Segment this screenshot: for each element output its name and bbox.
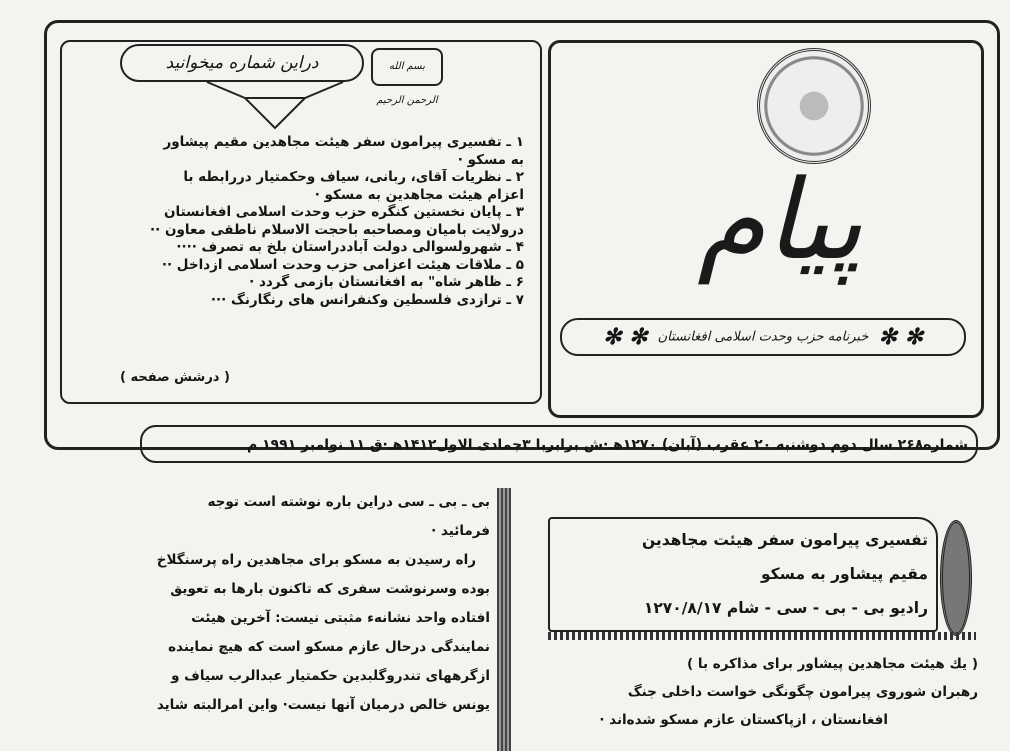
issue-date-line: شماره۲۶۸ سال دوم دوشنبه ۲۰ عقرب (آبان) ۱۲۷۰هـ·ش برابربا ۳جمادی الاول۱۴۱۲هـ·ق ۱۱ نوامبر ۱۹۹۱ م [140,425,978,463]
body-line: یونس خالص درمیان آنها نیست· واین امرالبته شاید [156,697,490,713]
headline-line: مقیم پیشاور به مسکو [760,565,928,583]
contents-item: ۲ ـ نظریات آقای، ربانی، سیاف وحکمتیار دررابطه با [183,169,524,185]
contents-item: ۱ ـ تفسیری پیرامون سفر هیئت مجاهدین مقیم پیشاور [163,134,524,150]
article-body [70,488,490,720]
contents-item: ۶ ـ ظاهر شاه" به افغانستان بازمی گردد · [249,274,524,290]
masthead-subtitle-bar [560,318,966,356]
contents-item: ۳ ـ پایان نخستین کنگره حزب وحدت اسلامی افغانستان [164,204,524,220]
body-line: ازگرههای تندروگلبدین حکمتیار عبدالرب سیاف و [171,668,490,684]
down-arrow-icon [205,80,345,132]
contents-more: ( درشش صفحه ) [120,370,230,385]
contents-item: ۴ ـ شهرولسوالی دولت آباددراستان بلخ به تصرف ···· [176,239,524,255]
headline-ornament [940,520,972,636]
column-divider [497,488,511,751]
lead-line: رهبران شوروی پیرامون چگونگی خواست داخلی جنگ [627,684,978,700]
contents-list [72,134,524,309]
star-icon: ✻ ✻ [878,324,924,350]
body-line: بی ـ بی ـ سی دراین باره نوشته است توجه [207,494,490,510]
contents-item: به مسکو · [457,151,524,168]
headline-line: تفسیری پیرامون سفر هیئت مجاهدین [641,531,928,549]
masthead-subtitle: خبرنامه حزب وحدت اسلامی افغانستان [657,329,869,345]
bismillah: بسم الله الرحمن الرحیم [371,48,443,86]
newspaper-logo: پیام [697,156,863,284]
lead-line: ( یك هیئت مجاهدین پیشاور برای مذاکره با ) [687,656,978,672]
body-line: راه رسیدن به مسکو برای مجاهدین راه پرسنگلاخ [156,552,476,568]
star-rule [548,632,976,640]
body-line: افتاده واحد نشانهء مثبتی نیست: آخرین هیئت [191,610,490,626]
contents-item: اعزام هیئت مجاهدین به مسکو · [314,186,524,203]
body-line: بوده وسرنوشت سفری که تاکنون بارها به تعویق [170,581,490,597]
body-line: نمایندگی درحال عازم مسکو است که هیچ نماینده [168,639,490,655]
contents-heading: دراین شماره میخوانید [120,44,364,82]
body-line: فرمائید · [431,523,490,539]
contents-item: ۷ ـ ترازدی فلسطین وکنفرانس های رنگارنگ ··· [210,291,524,308]
headline-source: رادیو بی - بی - سی - شام ۱۲۷۰/۸/۱۷ [643,599,928,617]
contents-item: ۵ ـ ملاقات هیئت اعزامی حزب وحدت اسلامی ازداخل ·· [161,256,524,273]
star-icon: ✻ ✻ [602,324,648,350]
article-headline [548,517,938,632]
article-lead [548,650,978,734]
contents-item: درولایت بامیان ومصاحبه باحجت الاسلام ناطقی معاون ·· [150,221,524,238]
lead-line: افغانستان ، ازپاکستان عازم مسکو شده‌اند · [599,712,888,728]
